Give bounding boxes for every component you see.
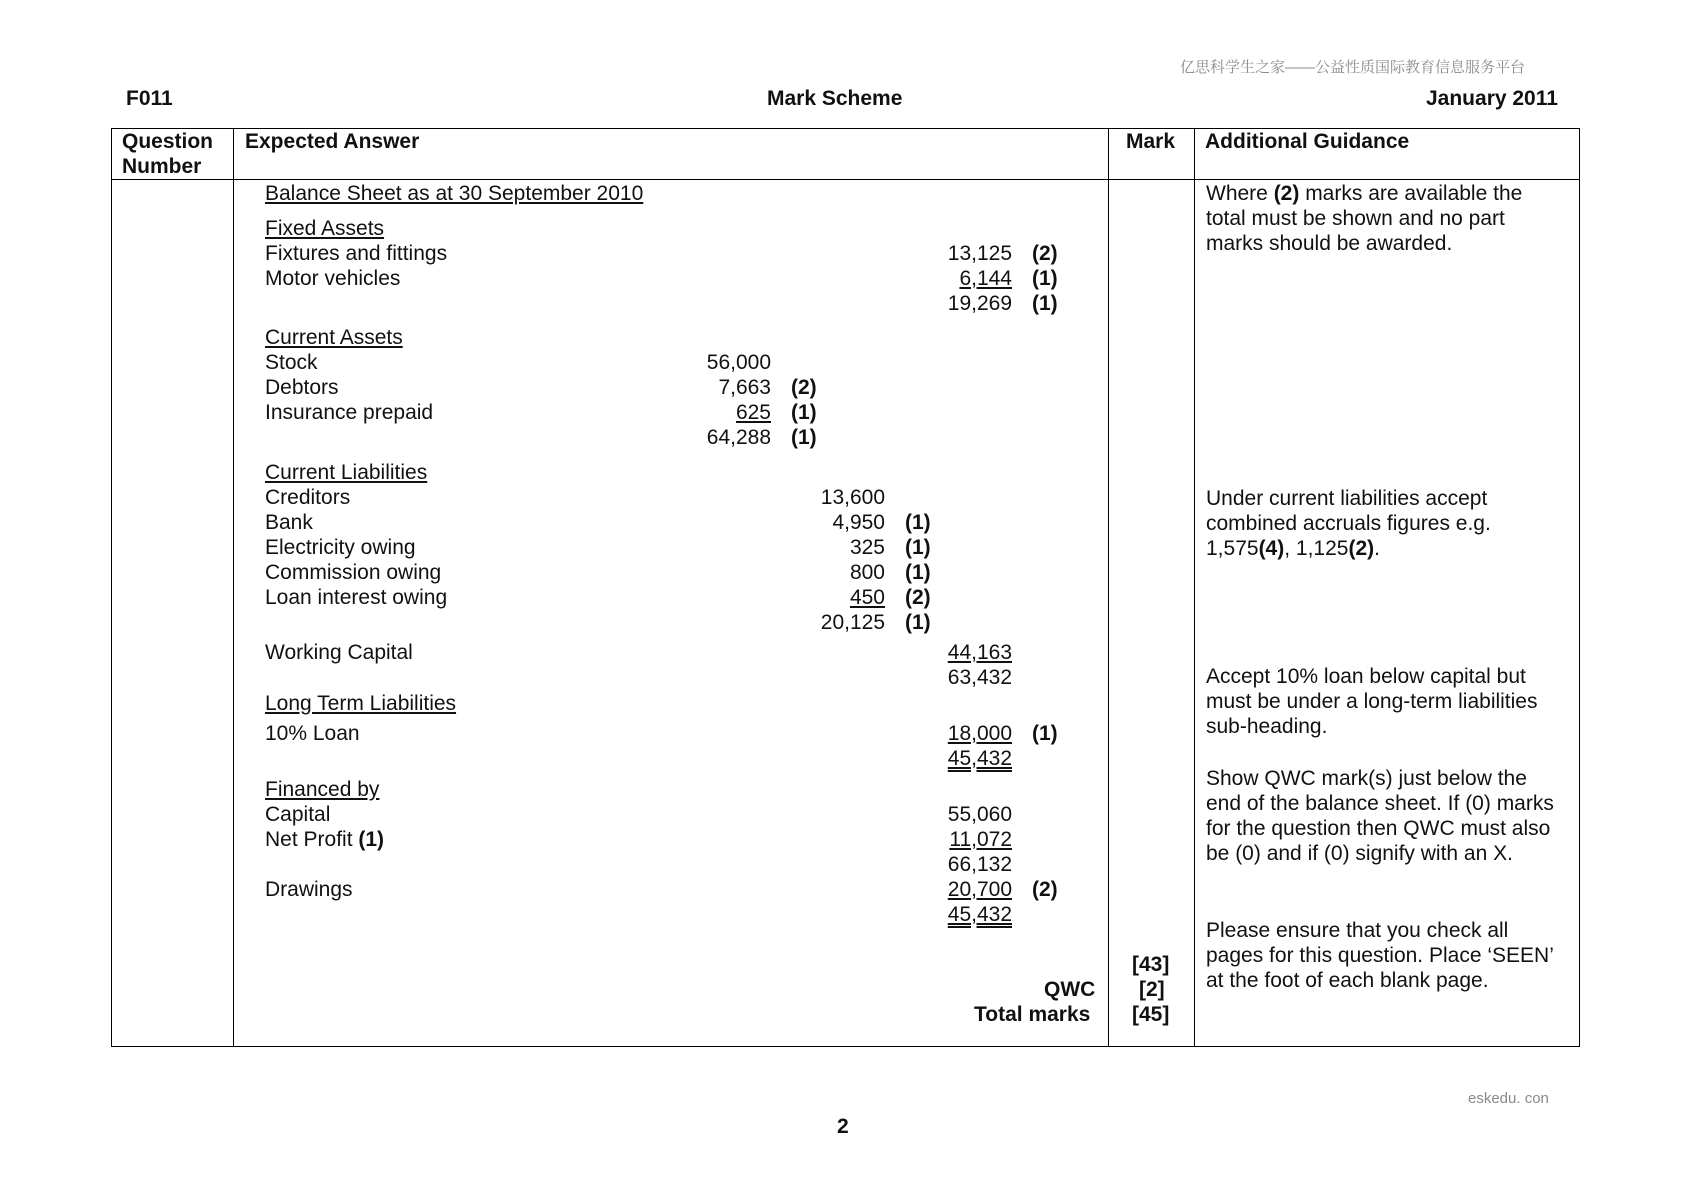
guidance-two-marks-pre: Where xyxy=(1206,182,1274,205)
stock-label: Stock xyxy=(265,351,318,374)
net-assets-subtotal: 63,432 xyxy=(947,666,1012,689)
capital-label: Capital xyxy=(265,803,331,826)
exam-date: January 2011 xyxy=(1426,87,1558,110)
drawings-label: Drawings xyxy=(265,878,353,901)
guidance-cl-mid: , 1,125 xyxy=(1284,537,1349,560)
loan-mark: (1) xyxy=(1032,722,1058,745)
capital-subtotal: 66,132 xyxy=(947,853,1012,876)
insurance-prepaid-value: 625 xyxy=(735,401,771,424)
bank-value: 4,950 xyxy=(832,511,885,534)
insurance-prepaid-label: Insurance prepaid xyxy=(265,401,434,424)
header-mark: Mark xyxy=(1126,130,1176,153)
qwc-mark: [2] xyxy=(1139,978,1165,1001)
debtors-value: 7,663 xyxy=(718,376,771,399)
fixtures-mark: (2) xyxy=(1032,242,1058,265)
capital-value: 55,060 xyxy=(947,803,1012,826)
fixed-assets-total: 19,269 xyxy=(947,292,1012,315)
current-assets-total-mark: (1) xyxy=(791,426,817,449)
fixtures-label: Fixtures and fittings xyxy=(265,242,448,265)
qwc-label: QWC xyxy=(1044,978,1096,1001)
electricity-owing-mark: (1) xyxy=(905,536,931,559)
bank-label: Bank xyxy=(265,511,313,534)
net-profit-text: Net Profit xyxy=(265,828,353,851)
current-liabilities-heading: Current Liabilities xyxy=(265,461,428,484)
electricity-owing-label: Electricity owing xyxy=(265,536,416,559)
top-watermark: 亿思科学生之家——公益性质国际教育信息服务平台 xyxy=(1180,59,1526,76)
commission-owing-label: Commission owing xyxy=(265,561,442,584)
debtors-mark: (2) xyxy=(791,376,817,399)
long-term-liabilities-heading: Long Term Liabilities xyxy=(265,692,457,715)
header-number: Number xyxy=(122,155,202,178)
motor-vehicles-label: Motor vehicles xyxy=(265,267,401,290)
guidance-loan: Accept 10% loan below capital but must be under a long-term liabilities sub-heading. xyxy=(1206,665,1538,738)
drawings-value: 20,700 xyxy=(947,878,1012,901)
current-assets-total: 64,288 xyxy=(706,426,771,449)
net-profit-value: 11,072 xyxy=(949,828,1012,851)
loan-interest-owing-value: 450 xyxy=(849,586,885,609)
header-question: Question xyxy=(122,130,214,153)
loan-value: 18,000 xyxy=(947,722,1012,745)
fixed-assets-total-mark: (1) xyxy=(1032,292,1058,315)
financed-by-total: 45,432 xyxy=(947,903,1012,926)
motor-vehicles-value: 6,144 xyxy=(959,267,1012,290)
guidance-cl-end: . xyxy=(1374,537,1380,560)
guidance-two-marks-bold: (2) xyxy=(1273,182,1300,205)
stock-value: 56,000 xyxy=(706,351,771,374)
bottom-watermark: eskedu. con xyxy=(1468,1090,1549,1107)
working-capital-value: 44,163 xyxy=(947,641,1012,664)
working-capital-label: Working Capital xyxy=(265,641,413,664)
commission-owing-value: 800 xyxy=(849,561,885,584)
motor-vehicles-mark: (1) xyxy=(1032,267,1058,290)
loan-interest-owing-label: Loan interest owing xyxy=(265,586,448,609)
guidance-current-liabilities xyxy=(1206,486,1566,561)
creditors-value: 13,600 xyxy=(820,486,885,509)
current-assets-heading: Current Assets xyxy=(265,326,403,349)
net-profit-mark: (1) xyxy=(358,828,385,851)
total-marks-value: [45] xyxy=(1132,1003,1170,1026)
page-number: 2 xyxy=(837,1115,849,1138)
insurance-prepaid-mark: (1) xyxy=(791,401,817,424)
guidance-qwc: Show QWC mark(s) just below the end of the balance sheet. If (0) marks for the question then QWC must also be (0) and if (0) signify with an X. xyxy=(1206,767,1554,865)
bank-mark: (1) xyxy=(905,511,931,534)
paper-code: F011 xyxy=(126,87,173,110)
drawings-mark: (2) xyxy=(1032,878,1058,901)
net-assets-total: 45,432 xyxy=(947,747,1012,770)
financed-by-heading: Financed by xyxy=(265,778,380,801)
header-additional-guidance: Additional Guidance xyxy=(1205,130,1410,153)
debtors-label: Debtors xyxy=(265,376,339,399)
guidance-cl-bold-1: (4) xyxy=(1258,537,1285,560)
loan-label: 10% Loan xyxy=(265,722,360,745)
guidance-cl-pre: Under current liabilities accept combined accruals figures e.g. 1,575 xyxy=(1206,487,1491,560)
guidance-two-marks-post: marks are available the total must be shown and no part marks should be awarded. xyxy=(1206,182,1523,255)
commission-owing-mark: (1) xyxy=(905,561,931,584)
net-profit-label xyxy=(265,828,384,852)
creditors-label: Creditors xyxy=(265,486,351,509)
page-title: Mark Scheme xyxy=(767,87,903,110)
total-marks-label: Total marks xyxy=(974,1003,1091,1026)
guidance-cl-bold-2: (2) xyxy=(1348,537,1375,560)
guidance-check-pages: Please ensure that you check all pages for this question. Place ‘SEEN’ at the foot of each blank page. xyxy=(1206,919,1554,992)
fixed-assets-heading: Fixed Assets xyxy=(265,217,385,240)
current-liabilities-total: 20,125 xyxy=(820,611,885,634)
current-liabilities-total-mark: (1) xyxy=(905,611,931,634)
balance-sheet-title: Balance Sheet as at 30 September 2010 xyxy=(265,182,644,205)
question-total-mark: [43] xyxy=(1132,953,1170,976)
header-expected-answer: Expected Answer xyxy=(245,130,420,153)
loan-interest-owing-mark: (2) xyxy=(905,586,931,609)
fixtures-value: 13,125 xyxy=(947,242,1012,265)
electricity-owing-value: 325 xyxy=(849,536,885,559)
guidance-two-marks xyxy=(1206,181,1566,256)
